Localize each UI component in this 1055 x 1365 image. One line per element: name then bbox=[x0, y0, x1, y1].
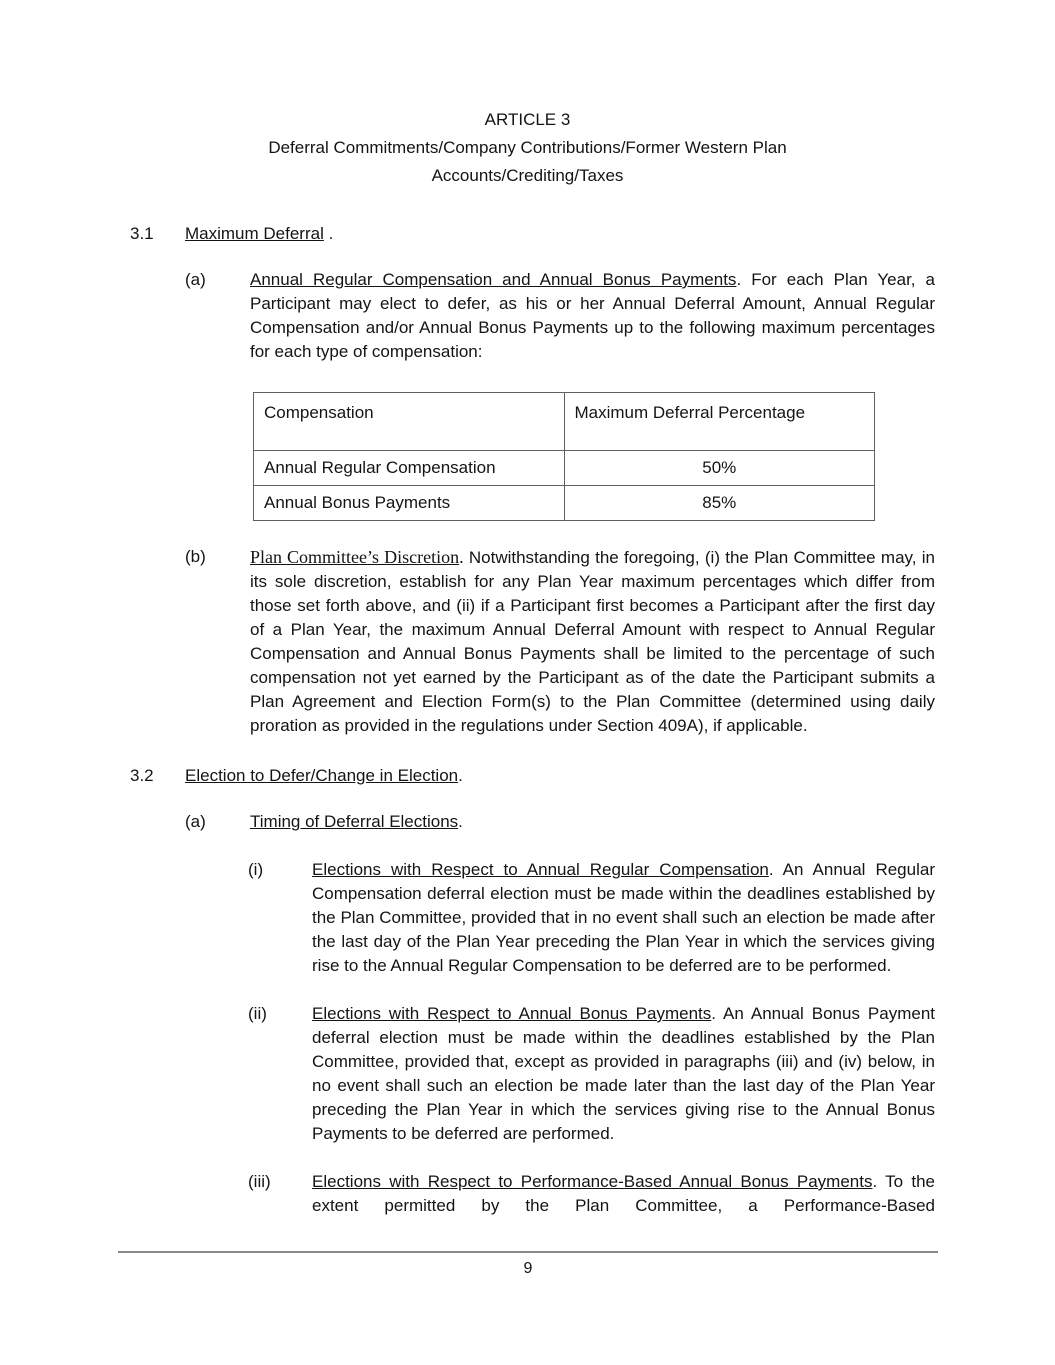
section-heading-text: Maximum Deferral bbox=[185, 224, 324, 243]
table-row bbox=[254, 451, 875, 486]
paragraph-label: (iii) bbox=[248, 1172, 271, 1191]
paragraph-label: (a) bbox=[185, 270, 206, 289]
paragraph-text bbox=[250, 810, 935, 834]
paragraph-3-1-a bbox=[185, 268, 935, 364]
article-header bbox=[120, 106, 935, 190]
table-header-row bbox=[254, 393, 875, 451]
article-title: ARTICLE 3 bbox=[484, 110, 571, 129]
paragraph-text bbox=[312, 1002, 935, 1146]
paragraph-heading-period: . bbox=[458, 812, 463, 831]
table-header-compensation: Compensation bbox=[254, 393, 565, 451]
section-number: 3.2 bbox=[130, 766, 154, 785]
paragraph-heading-period: . bbox=[459, 547, 464, 567]
table-cell-compensation: Annual Bonus Payments bbox=[254, 486, 565, 521]
article-subtitle-line1: Deferral Commitments/Company Contributions/Former Western Plan bbox=[268, 138, 787, 157]
paragraph-3-2-a-ii bbox=[248, 1002, 935, 1146]
paragraph-3-2-a-iii bbox=[248, 1170, 935, 1218]
compensation-table bbox=[253, 392, 875, 521]
paragraph-heading-period: . bbox=[768, 860, 774, 879]
paragraph-text bbox=[250, 545, 935, 738]
paragraph-body: Notwithstanding the foregoing, (i) the Plan Committee may, in its sole discretion, establish for any Plan Year maximum percentages which differ from those set forth above, and (ii) if a Participant first becomes a Participant after the first day of a Plan Year, the maximum Annual Deferral Amount with respect to Annual Regular Compensation and Annual Bonus Payments shall be limited to the percentage of such compensation not yet earned by the Participant as of the date the Participant submits a Plan Agreement and Election Form(s) to the Plan Committee (determined using daily proration as provided in the regulations under Section 409A), if applicable. bbox=[250, 548, 935, 735]
section-heading-text: Election to Defer/Change in Election bbox=[185, 766, 459, 785]
paragraph-3-2-a-i bbox=[248, 858, 935, 978]
section-3-1-heading-row bbox=[130, 222, 935, 246]
section-heading bbox=[185, 764, 463, 788]
section-3-2-heading-row bbox=[130, 764, 935, 788]
page-footer bbox=[118, 1251, 938, 1281]
paragraph-heading-period: . bbox=[711, 1004, 717, 1023]
paragraph-text bbox=[250, 268, 935, 364]
paragraph-body: An Annual Regular Compensation deferral election must be made within the deadlines established by the Plan Committee, provided that in no event shall such an election be made after the last day of the Plan Year preceding the Plan Year in which the services giving rise to the Annual Regular Compensation to be deferred are to be performed. bbox=[312, 860, 935, 975]
table-header-max-deferral-percentage: Maximum Deferral Percentage bbox=[564, 393, 875, 451]
section-number: 3.1 bbox=[130, 224, 154, 243]
paragraph-heading: Plan Committee’s Discretion bbox=[250, 547, 460, 567]
paragraph-heading: Annual Regular Compensation and Annual Bonus Payments bbox=[250, 270, 737, 289]
section-heading-period: . bbox=[323, 224, 334, 243]
table-cell-percentage: 50% bbox=[564, 451, 875, 486]
paragraph-heading-period: . bbox=[872, 1172, 878, 1191]
paragraph-label: (b) bbox=[185, 547, 206, 566]
paragraph-heading: Timing of Deferral Elections bbox=[250, 812, 459, 831]
section-heading bbox=[185, 222, 333, 246]
paragraph-text bbox=[312, 1170, 935, 1218]
paragraph-heading: Elections with Respect to Performance-Based Annual Bonus Payments bbox=[312, 1172, 873, 1191]
paragraph-body: For each Plan Year, a Participant may elect to defer, as his or her Annual Deferral Amount, Annual Regular Compensation and/or Annual Bonus Payments up to the following maximum percentages for each type of compensation: bbox=[250, 270, 936, 361]
paragraph-label: (ii) bbox=[248, 1004, 267, 1023]
paragraph-3-2-a bbox=[185, 810, 935, 834]
paragraph-label: (i) bbox=[248, 860, 264, 879]
footer-rule bbox=[118, 1251, 938, 1253]
paragraph-heading: Elections with Respect to Annual Bonus Payments bbox=[312, 1004, 712, 1023]
section-heading-period: . bbox=[458, 766, 463, 785]
paragraph-body: An Annual Bonus Payment deferral election must be made within the deadlines established by the Plan Committee, provided that, except as provided in paragraphs (iii) and (iv) below, in no event shall such an election be made later than the last day of the Plan Year preceding the Plan Year in which the services giving rise to the Annual Bonus Payments to be deferred are performed. bbox=[312, 1004, 935, 1143]
article-subtitle-line2: Accounts/Crediting/Taxes bbox=[431, 166, 624, 185]
paragraph-heading: Elections with Respect to Annual Regular Compensation bbox=[312, 860, 769, 879]
table-cell-compensation: Annual Regular Compensation bbox=[254, 451, 565, 486]
paragraph-text bbox=[312, 858, 935, 978]
paragraph-label: (a) bbox=[185, 812, 206, 831]
paragraph-body: To the extent permitted by the Plan Committee, a Performance-Based bbox=[312, 1172, 935, 1215]
paragraph-3-1-b bbox=[185, 545, 935, 738]
table-cell-percentage: 85% bbox=[564, 486, 875, 521]
table-row bbox=[254, 486, 875, 521]
page-number: 9 bbox=[523, 1260, 533, 1277]
paragraph-heading-period: . bbox=[736, 270, 742, 289]
